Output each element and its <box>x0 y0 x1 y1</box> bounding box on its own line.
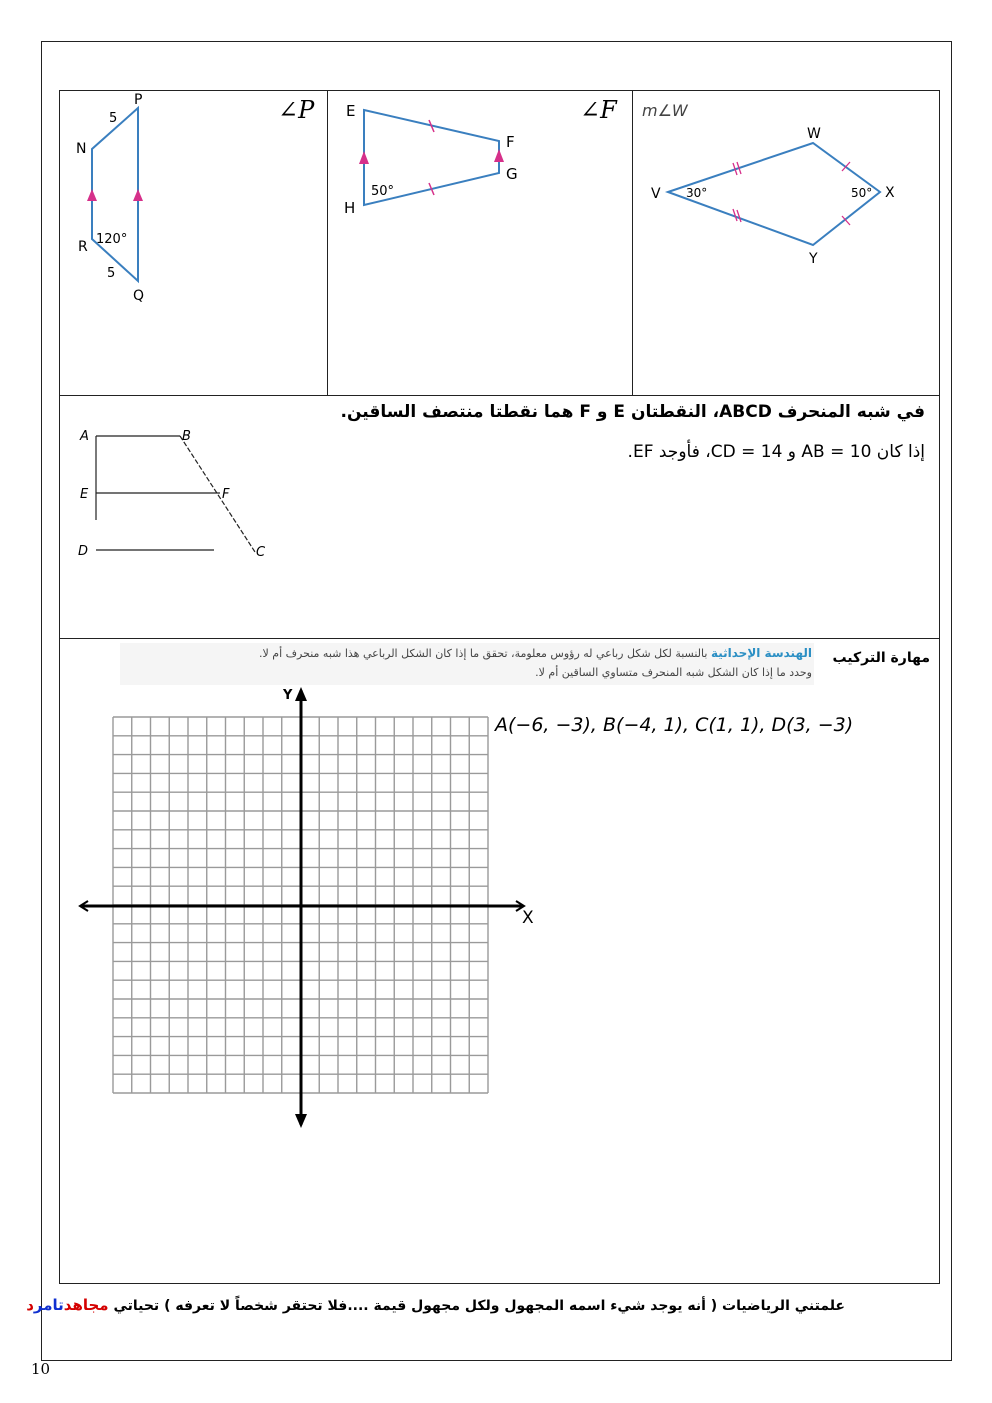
footer-quote-text: علمتني الرياضيات ( أنه يوجد شيء اسمه المجهول ولكل مجهول قيمة ....فلا تحتقر شخصاً لا تعرفه ) تحياتي <box>113 1298 845 1314</box>
skill-label: مهارة التركيب <box>832 650 930 666</box>
cell3-angle-label: m∠W <box>642 101 688 120</box>
parallel-marker-right <box>133 189 143 201</box>
trapezoid-efgh-figure <box>328 91 631 394</box>
vertex-y: Y <box>809 251 818 267</box>
footer-author-part-a: مجاهد <box>63 1296 109 1314</box>
parallel-marker-left <box>87 189 97 201</box>
trapezoid-abcd-figure <box>70 420 290 570</box>
midsegment-question-title: في شبه المنحرف ABCD، النقطتان E و F هما نقطتا منتصف الساقين. <box>340 402 925 422</box>
page-number: 10 <box>31 1360 51 1378</box>
vertex-a: A <box>80 429 89 444</box>
vertex-r: R <box>78 239 88 255</box>
y-axis-arrow-up <box>295 687 307 701</box>
vertex-h: H <box>344 199 356 217</box>
instruction-line-2: وحدد ما إذا كان الشكل شبه المنحرف متساوي الساقين أم لا. <box>535 666 812 679</box>
footer-author <box>26 1296 108 1314</box>
x-axis-label: X <box>522 908 534 928</box>
instruction-line-1 <box>120 646 812 661</box>
vertex-g: G <box>506 165 518 183</box>
instruction-title: الهندسة الإحداثية <box>710 646 812 660</box>
trapezoid-pnrq-figure <box>60 91 326 394</box>
y-axis-arrow-down <box>295 1114 307 1128</box>
side-length-top: 5 <box>109 111 118 126</box>
angle-r-label: 120° <box>96 232 128 247</box>
vertex-q: Q <box>133 288 145 304</box>
row-divider-2 <box>59 638 940 639</box>
y-axis-label: Y <box>283 688 293 703</box>
vertex-b: B <box>182 429 191 444</box>
vertex-p: P <box>134 92 143 108</box>
vertex-n: N <box>76 141 87 157</box>
row-divider-1 <box>59 395 940 396</box>
vertex-f: F <box>506 133 515 151</box>
vertex-e: E <box>80 487 89 502</box>
footer-author-part-c: د <box>26 1296 34 1314</box>
cell1-angle-label: ∠P <box>278 96 315 124</box>
footer-quote <box>26 1296 845 1314</box>
kite-vwxy-figure <box>633 91 939 394</box>
angle-v-label: 30° <box>686 186 708 200</box>
cell2-angle-label: ∠F <box>580 96 617 124</box>
footer-author-part-b: تامر <box>33 1296 64 1314</box>
vertex-e: E <box>346 102 356 120</box>
quadrilateral-coordinates: A(−6, −3), B(−4, 1), C(1, 1), D(3, −3) <box>495 714 854 736</box>
angle-x-label: 50° <box>851 186 873 200</box>
angle-h-label: 50° <box>371 184 395 199</box>
vertex-x: X <box>885 185 895 201</box>
midsegment-question-line: إذا كان AB = 10 و CD = 14، فأوجد EF. <box>627 442 925 462</box>
instruction-text-1: بالنسبة لكل شكل رباعي له رؤوس معلومة، تحقق ما إذا كان الشكل الرباعي هذا شبه منحرف أم لا. <box>259 647 708 660</box>
coordinate-grid[interactable] <box>70 685 550 1130</box>
parallel-marker-right <box>494 149 504 162</box>
vertex-f: F <box>222 487 230 502</box>
vertex-c: C <box>256 545 266 560</box>
vertex-v: V <box>651 186 661 202</box>
side-length-bottom: 5 <box>107 266 116 281</box>
parallel-marker-left <box>359 151 369 164</box>
vertex-w: W <box>807 126 821 142</box>
vertex-d: D <box>78 544 89 559</box>
trapezoid-pnrq-shape <box>92 108 138 281</box>
